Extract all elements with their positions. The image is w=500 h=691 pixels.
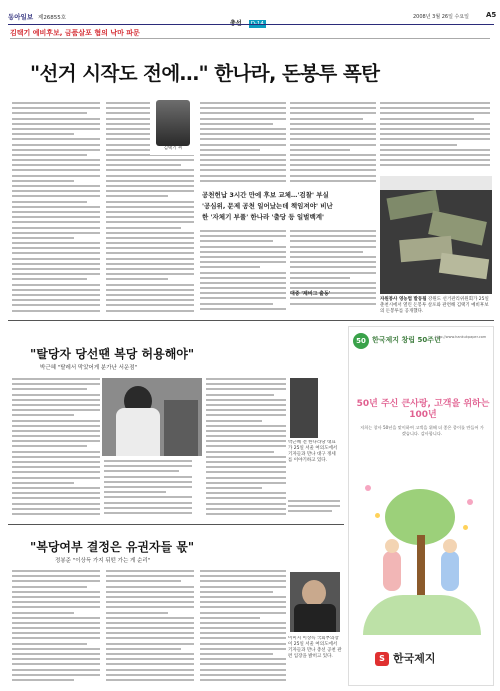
money-photo [380, 176, 492, 294]
story3-caption: 이미지 이상득 국회부의장이 25일 서울 여의도에서 기자들과 만나 총선 공천 관련 입장을 밝히고 있다. [288, 636, 342, 659]
story2-photo [102, 378, 202, 456]
story2-col-2 [104, 460, 192, 518]
story3-deck: 정봉준 "이상득 가지 뒤떤 가는 게 순리" [55, 558, 151, 564]
dday-badge: D-14 [250, 21, 264, 27]
story2-caption: 박근혜 전 한나라당 대표가 25일 서울 여의도에서 기자들과 만나 대구 정세를 이야기하고 있다. [288, 440, 338, 463]
ad-company-logo: S [375, 652, 389, 666]
money-photo-title: 자원봉사 영농법 발동됨 [380, 297, 427, 302]
issue-number: 제26855호 [38, 15, 67, 21]
subhead-1: 공천헌납 3시간 만에 후보 교체…'검찰' 부실 [202, 191, 329, 199]
ad-logo-50: 50 [353, 333, 369, 349]
money-photo-caption [380, 297, 492, 315]
ad-slogan: 50년 주신 큰사랑, 고객을 위하는 100년 [356, 399, 490, 420]
topstory-col-5 [200, 230, 286, 315]
masthead: 동아일보 [8, 13, 34, 21]
topstory-col-1 [12, 102, 100, 317]
story3-col-2 [106, 570, 194, 685]
topstory-col-3 [200, 102, 286, 187]
topstory-col-6 [290, 230, 376, 315]
story2-photo-right [290, 378, 318, 438]
topstory-kicker: 김택기 예비후보, 금품살포 혐의 낙마 파문 [10, 29, 140, 37]
hankuk-paper-ad [348, 326, 494, 686]
ad-logo-text: 한국제지 창립 50주년 [372, 336, 441, 344]
topstory-subheads [202, 190, 382, 223]
story3-col-3 [200, 570, 286, 685]
story3-headline: "복당여부 결정은 유권자들 몫" [30, 540, 195, 554]
ad-body: 저희는 창사 50년을 맞이하여 고객을 위해 더 좋은 종이를 만들어 가겠습니다. 감사합니다. [360, 425, 484, 436]
topstory-col-7 [380, 102, 490, 172]
section-tag [230, 10, 280, 27]
story2-col-4 [288, 500, 340, 518]
topstory-col-4 [290, 102, 376, 187]
story3-photo [290, 572, 340, 632]
story2-col-3 [206, 378, 286, 518]
story2-headline: "탈당자 당선땐 복당 허용해야" [30, 347, 195, 361]
story3-col-1 [12, 570, 100, 685]
subhead-3: 한 '자체기 부풀' 한나라 '출당 등 일벌백계' [202, 213, 325, 221]
ad-url: http://www.hankukpaper.com [435, 335, 487, 339]
story2-col-1 [12, 378, 100, 518]
page-number: A5 [486, 11, 497, 19]
topstory-headline: "선거 시작도 전에…" 한나라, 돈봉투 폭탄 [30, 62, 380, 85]
money-photo-text: 강원도 선거관리위원회가 25일 춘천시에서 열린 돈봉투 살포와 관련해 김택기 예비후보의 돈봉투를 공개했다. [380, 297, 489, 314]
ad-illustration [355, 455, 489, 635]
ad-company-name: 한국제지 [393, 652, 436, 665]
topstory-inline-subhead: 대중 '제비그 출동' [290, 291, 331, 297]
story2-deck: 박근혜 "탈레서 막았어게 분가난 서운점" [40, 365, 138, 371]
subhead-2: '공심위, 문제 공천 일어났는데 책임져야' 비난 [202, 202, 333, 210]
candidate-photo [150, 100, 196, 155]
issue-date: 2008년 3월 26일 수요일 [413, 14, 470, 20]
candidate-photo-caption: 김택기 씨 [163, 146, 183, 151]
section-label: 총선 [230, 20, 242, 27]
